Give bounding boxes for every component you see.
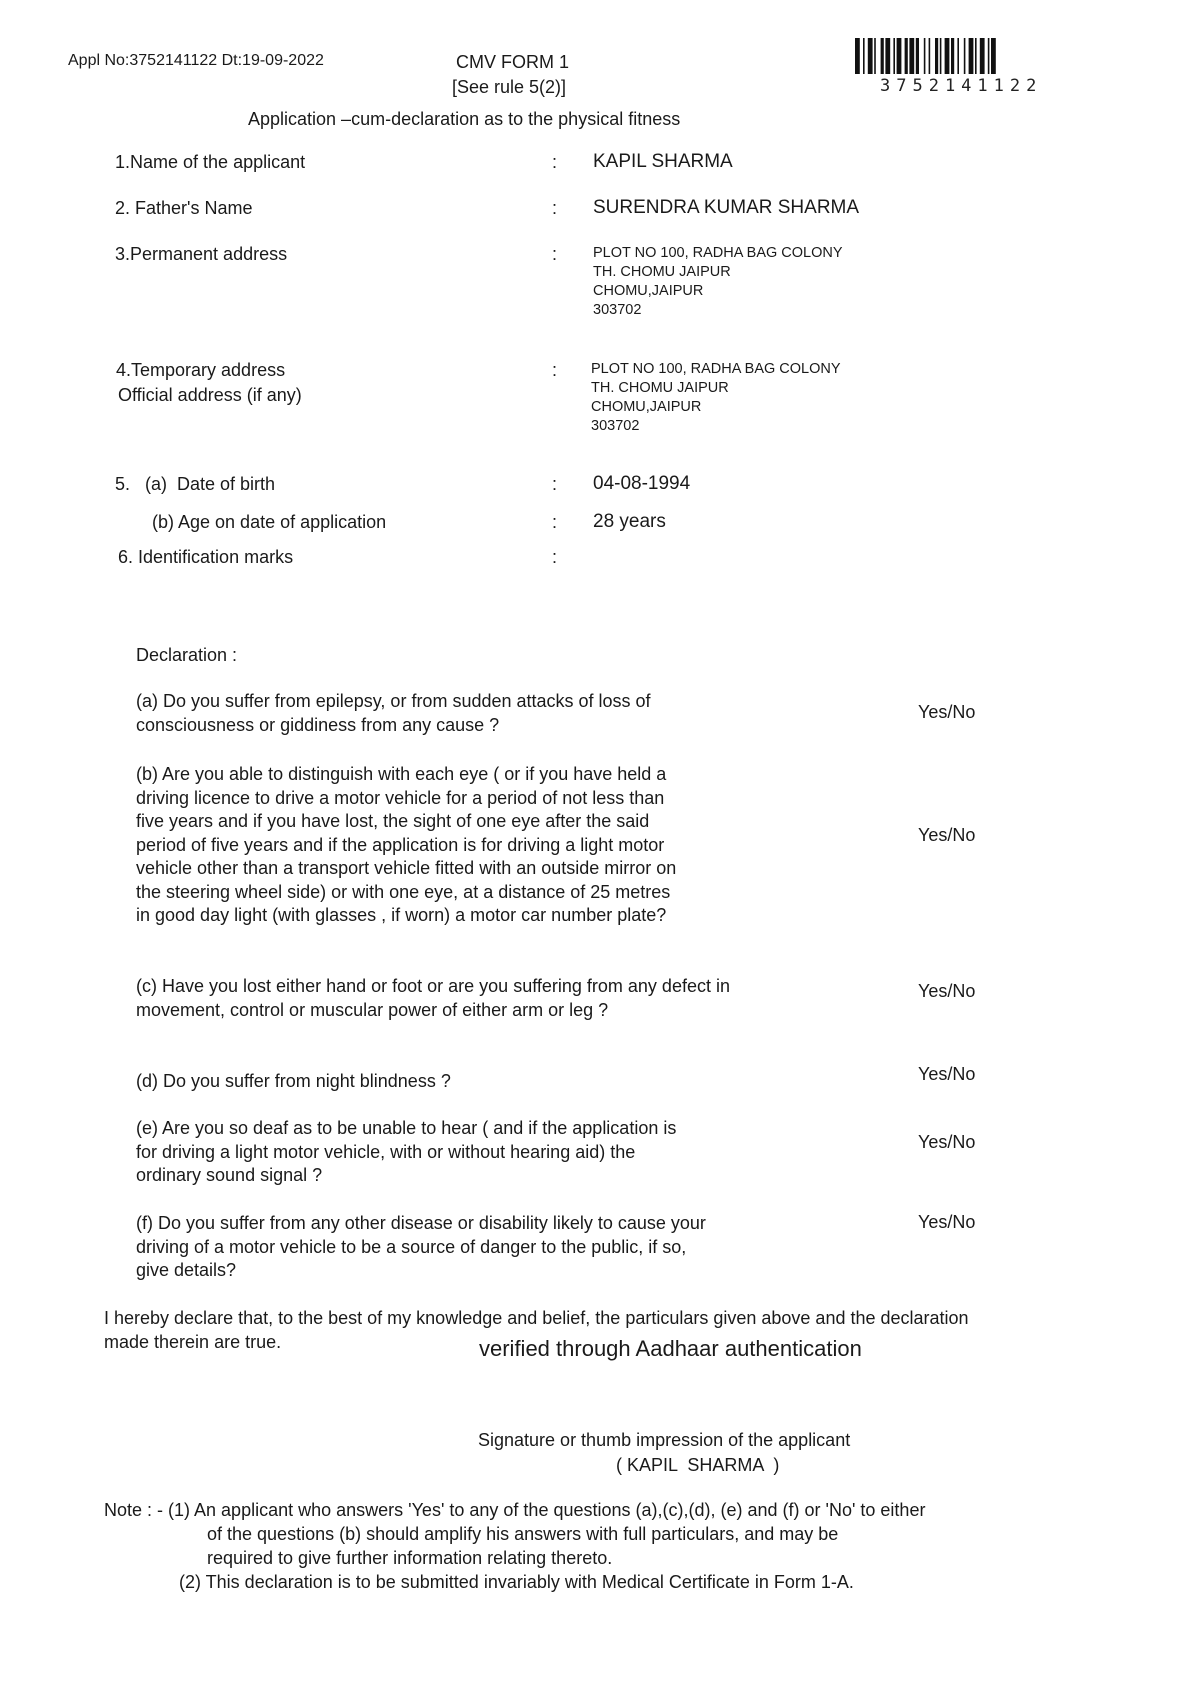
- barcode-number: 3752141122: [880, 76, 1043, 96]
- colon: :: [552, 152, 558, 172]
- answer-a: Yes/No: [918, 702, 976, 722]
- answer-c: Yes/No: [918, 981, 976, 1001]
- colon: :: [552, 244, 558, 264]
- signature-name: ( KAPIL SHARMA ): [616, 1455, 780, 1475]
- question-a: (a) Do you suffer from epilepsy, or from sudden attacks of loss of consciousness or giddiness from any cause ?: [136, 691, 651, 735]
- age-label: (b) Age on date of application: [152, 512, 387, 532]
- colon: :: [552, 360, 558, 380]
- official-address-label: Official address (if any): [118, 385, 302, 405]
- permanent-address-value: [593, 244, 843, 320]
- answer-f: Yes/No: [918, 1212, 976, 1232]
- address-line: 303702: [591, 418, 640, 434]
- temporary-address-value: [591, 360, 841, 436]
- address-line: PLOT NO 100, RADHA BAG COLONY: [593, 245, 843, 261]
- question-c: (c) Have you lost either hand or foot or are you suffering from any defect in movement, control or muscular power of either arm or leg ?: [136, 976, 730, 1020]
- address-line: PLOT NO 100, RADHA BAG COLONY: [591, 361, 841, 377]
- declaration-statement-cont: made therein are true.: [104, 1332, 282, 1352]
- application-number: Appl No:3752141122 Dt:19-09-2022: [68, 52, 324, 69]
- address-line: TH. CHOMU JAIPUR: [593, 264, 731, 280]
- address-line: TH. CHOMU JAIPUR: [591, 380, 729, 396]
- permanent-address-label: 3.Permanent address: [115, 244, 288, 264]
- identification-marks-label: 6. Identification marks: [118, 547, 294, 567]
- question-e: (e) Are you so deaf as to be unable to hear ( and if the application is for driving a light motor vehicle, with or without hearing aid) the ordinary sound signal ?: [136, 1118, 677, 1185]
- father-name-label: 2. Father's Name: [115, 198, 253, 218]
- colon: :: [552, 547, 558, 567]
- address-line: CHOMU,JAIPUR: [591, 399, 702, 415]
- signature-label: Signature or thumb impression of the applicant: [478, 1430, 851, 1450]
- question-b: (b) Are you able to distinguish with each eye ( or if you have held a driving licence to drive a motor vehicle for a period of not less than five years and if you have lost, the sight of one eye after the said period of five years and if the application is for driving a light motor vehicle other than a transport vehicle fitted with an outside mirror on the steering wheel side) or with one eye, at a distance of 25 metres in good day light (with glasses , if worn) a motor car number plate?: [136, 764, 677, 925]
- form-subtitle: Application –cum-declaration as to the physical fitness: [248, 109, 681, 129]
- declaration-heading: Declaration :: [136, 645, 238, 665]
- note-line-3: required to give further information relating thereto.: [207, 1548, 613, 1568]
- rule-reference: [See rule 5(2)]: [452, 77, 567, 97]
- name-label: 1.Name of the applicant: [115, 152, 306, 172]
- address-line: CHOMU,JAIPUR: [593, 283, 704, 299]
- dob-label: 5. (a) Date of birth: [115, 474, 276, 494]
- name-value: KAPIL SHARMA: [593, 151, 733, 172]
- declaration-statement: I hereby declare that, to the best of my knowledge and belief, the particulars given above and the declaration: [104, 1308, 969, 1328]
- question-d: (d) Do you suffer from night blindness ?: [136, 1071, 451, 1091]
- temporary-address-label: 4.Temporary address: [116, 360, 286, 380]
- aadhaar-verification-text: verified through Aadhaar authentication: [479, 1336, 862, 1361]
- address-line: 303702: [593, 302, 642, 318]
- note-line-1: Note : - (1) An applicant who answers 'Yes' to any of the questions (a),(c),(d), (e) and (f) or 'No' to either: [104, 1500, 926, 1520]
- form-title: CMV FORM 1: [456, 52, 570, 72]
- question-f: (f) Do you suffer from any other disease or disability likely to cause your driving of a motor vehicle to be a source of danger to the public, if so, give details?: [136, 1213, 706, 1280]
- barcode-image: [855, 38, 1117, 74]
- father-name-value: SURENDRA KUMAR SHARMA: [593, 197, 860, 218]
- colon: :: [552, 198, 558, 218]
- colon: :: [552, 512, 558, 532]
- answer-e: Yes/No: [918, 1132, 976, 1152]
- answer-b: Yes/No: [918, 825, 976, 845]
- dob-value: 04-08-1994: [593, 473, 691, 494]
- note-line-4: (2) This declaration is to be submitted invariably with Medical Certificate in Form 1-A.: [179, 1572, 854, 1592]
- note-line-2: of the questions (b) should amplify his answers with full particulars, and may be: [207, 1524, 839, 1544]
- answer-d: Yes/No: [918, 1064, 976, 1084]
- age-value: 28 years: [593, 511, 666, 532]
- colon: :: [552, 474, 558, 494]
